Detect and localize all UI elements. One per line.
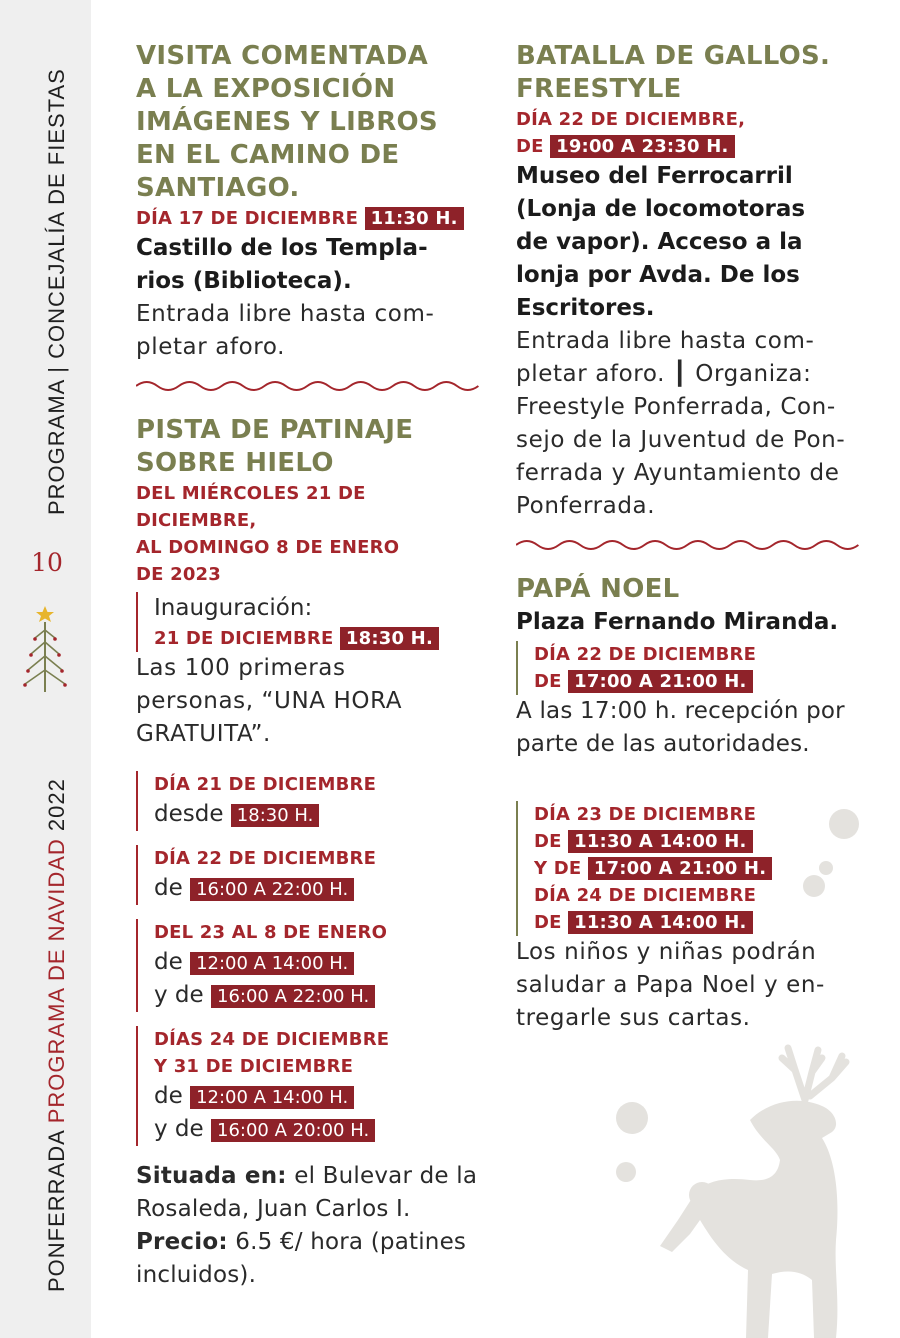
event-body [516, 325, 862, 523]
schedule-block [136, 919, 481, 1012]
price-label: Precio: [136, 1229, 228, 1255]
place-line: Museo del Ferrocarril [516, 163, 793, 189]
schedule-time [154, 798, 481, 831]
sidebar-section-label: PROGRAMA | CONCEJALÍA DE FIESTAS [44, 68, 69, 515]
sidebar-program-label [44, 778, 70, 1292]
price-line [136, 1226, 481, 1259]
body-line: Ponferrada. [516, 493, 656, 519]
time-prefix: Y DE [534, 858, 582, 879]
place-line: lonja por Avda. De los [516, 262, 800, 288]
schedule-block [136, 1026, 481, 1146]
body-line: GRATUITA”. [136, 721, 271, 747]
body-line: Las 100 primeras [136, 655, 346, 681]
schedule-time [534, 668, 862, 695]
wave-divider-icon [136, 378, 479, 394]
body-line: ferrada y Ayuntamiento de [516, 460, 840, 486]
location-line: Rosaleda, Juan Carlos I. [136, 1196, 411, 1222]
place-line: de vapor). Acceso a la [516, 229, 803, 255]
event-title-patinaje [136, 414, 481, 480]
date-line [516, 133, 862, 160]
location-label: Situada en: [136, 1163, 287, 1189]
time-prefix: de [154, 949, 183, 975]
page-number: 10 [31, 548, 63, 577]
location-line [136, 1160, 481, 1193]
time-badge: 16:00 A 22:00 H. [190, 878, 354, 901]
event-body [516, 695, 862, 761]
location-info [136, 1160, 481, 1292]
time-badge: 11:30 H. [365, 207, 464, 230]
time-prefix: y de [154, 982, 204, 1008]
time-badge: 11:30 A 14:00 H. [568, 911, 752, 934]
schedule-time [154, 1113, 481, 1146]
event-place [516, 160, 862, 325]
body-line: pletar aforo. ┃ Organiza: [516, 361, 812, 387]
time-prefix: DE [534, 671, 562, 692]
sidebar-city: PONFERRADA [44, 1130, 69, 1292]
time-prefix: DE [534, 831, 562, 852]
date-line: DE 2023 [136, 564, 222, 585]
schedule-time [154, 1080, 481, 1113]
time-badge: 16:00 A 20:00 H. [211, 1119, 375, 1142]
event-title-exposicion [136, 40, 481, 205]
schedule-date: DÍA 22 DE DICIEMBRE [534, 644, 757, 665]
event-body [136, 298, 481, 364]
schedule-block [516, 801, 862, 936]
title-line: EN EL CAMINO DE [136, 140, 400, 170]
schedule-block [136, 771, 481, 831]
title-line: PISTA DE PATINAJE [136, 415, 414, 445]
time-prefix: de [154, 1083, 183, 1109]
inauguration-body [136, 652, 481, 751]
schedule-time [534, 828, 862, 855]
event-title-papa-noel: PAPÁ NOEL [516, 574, 680, 604]
price-text: 6.5 €/ hora (patines [227, 1229, 467, 1255]
body-line: Freestyle Ponferrada, Con- [516, 394, 836, 420]
body-line: Entrada libre hasta com- [136, 301, 435, 327]
date-line: DEL MIÉRCOLES 21 DE [136, 483, 366, 504]
date-line: DICIEMBRE, [136, 510, 257, 531]
event-body [516, 936, 862, 1035]
schedule-date: DEL 23 AL 8 DE ENERO [154, 922, 388, 943]
location-text: el Bulevar de la [286, 1163, 478, 1189]
title-line: A LA EXPOSICIÓN [136, 74, 396, 104]
left-column [136, 40, 481, 1292]
time-badge: 12:00 A 14:00 H. [190, 1086, 354, 1109]
body-line: sejo de la Juventud de Pon- [516, 427, 846, 453]
title-line: SOBRE HIELO [136, 448, 334, 478]
schedule-block [136, 845, 481, 905]
time-prefix: DE [534, 912, 562, 933]
time-prefix: DE [516, 136, 544, 157]
schedule-time [154, 872, 481, 905]
event-date-range [136, 480, 481, 588]
inauguration-label: Inauguración: [154, 595, 313, 621]
date-line: DÍAS 24 DE DICIEMBRE [154, 1029, 390, 1050]
schedule-date: DÍA 22 DE DICIEMBRE [154, 848, 377, 869]
time-badge: 12:00 A 14:00 H. [190, 952, 354, 975]
body-line: parte de las autoridades. [516, 731, 810, 757]
sidebar-year: 2022 [44, 778, 69, 832]
event-place [136, 232, 481, 298]
right-column [516, 40, 862, 1035]
body-line: A las 17:00 h. recepción por [516, 698, 845, 724]
body-line: personas, “UNA HORA [136, 688, 403, 714]
time-badge: 19:00 A 23:30 H. [550, 135, 734, 158]
time-badge: 17:00 A 21:00 H. [568, 670, 752, 693]
schedule-block [516, 641, 862, 695]
sidebar-program: PROGRAMA DE NAVIDAD [44, 838, 69, 1124]
place-line: Escritores. [516, 295, 655, 321]
title-line: BATALLA DE GALLOS. [516, 41, 831, 71]
event-title-batalla [516, 40, 862, 106]
date-line: DÍA 22 DE DICIEMBRE, [516, 109, 746, 130]
place-line: Castillo de los Templa- [136, 235, 428, 261]
time-badge: 16:00 A 22:00 H. [211, 985, 375, 1008]
event-date [516, 106, 862, 160]
time-prefix: de [154, 875, 183, 901]
date-line: Y 31 DE DICIEMBRE [154, 1056, 354, 1077]
body-line: pletar aforo. [136, 334, 286, 360]
time-prefix: desde [154, 801, 224, 827]
time-badge: 18:30 H. [231, 804, 320, 827]
event-place: Plaza Fernando Miranda. [516, 609, 839, 635]
time-prefix: y de [154, 1116, 204, 1142]
date-text: 21 DE DICIEMBRE [154, 628, 334, 649]
schedule-time [534, 855, 862, 882]
body-line: Entrada libre hasta com- [516, 328, 815, 354]
inauguration-block [136, 592, 481, 652]
place-line: rios (Biblioteca). [136, 268, 352, 294]
body-line: tregarle sus cartas. [516, 1005, 751, 1031]
schedule-time [534, 909, 862, 936]
event-date [136, 205, 481, 232]
inauguration-date [154, 625, 481, 652]
schedule-time [154, 946, 481, 979]
price-line: incluidos). [136, 1262, 257, 1288]
time-badge: 18:30 H. [340, 627, 439, 650]
date-line: AL DOMINGO 8 DE ENERO [136, 537, 400, 558]
sidebar [0, 0, 91, 1338]
title-line: IMÁGENES Y LIBROS [136, 107, 438, 137]
schedule-date: DÍA 21 DE DICIEMBRE [154, 774, 377, 795]
body-line: saludar a Papa Noel y en- [516, 972, 825, 998]
date-text: DÍA 17 DE DICIEMBRE [136, 208, 359, 229]
time-badge: 11:30 A 14:00 H. [568, 830, 752, 853]
title-line: VISITA COMENTADA [136, 41, 429, 71]
schedule-date: DÍA 23 DE DICIEMBRE [534, 804, 757, 825]
place-line: (Lonja de locomotoras [516, 196, 806, 222]
schedule-date: DÍA 24 DE DICIEMBRE [534, 885, 757, 906]
christmas-tree-icon [20, 604, 70, 696]
time-badge: 17:00 A 21:00 H. [588, 857, 772, 880]
schedule-date [154, 1026, 481, 1080]
body-line: Los niños y niñas podrán [516, 939, 817, 965]
schedule-time [154, 979, 481, 1012]
wave-divider-icon [516, 537, 859, 553]
title-line: SANTIAGO. [136, 173, 300, 203]
title-line: FREESTYLE [516, 74, 682, 104]
